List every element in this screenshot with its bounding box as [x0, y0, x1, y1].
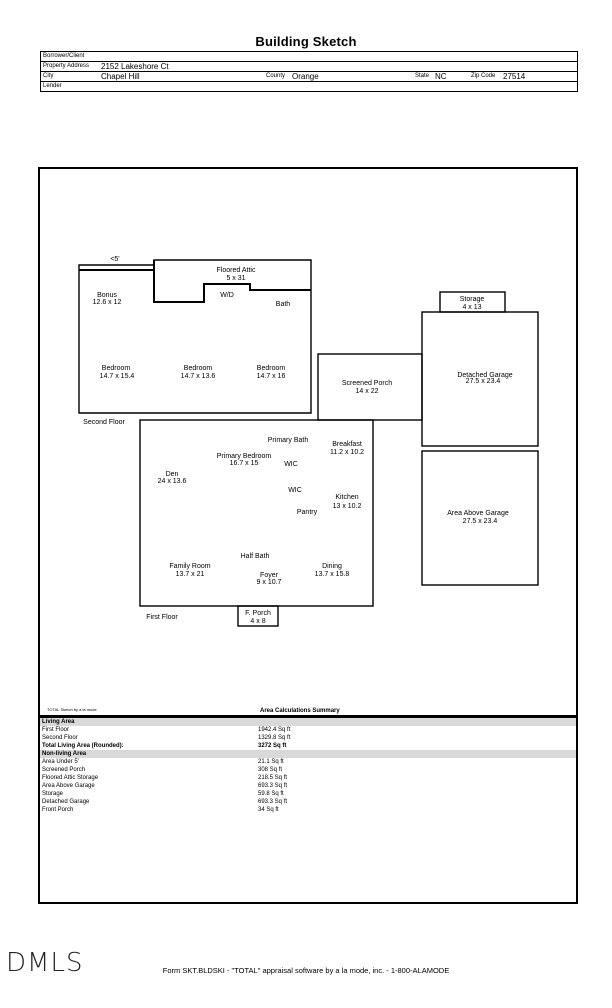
detached-garage-dim: 27.5 x 23.4 [465, 378, 501, 385]
den-dim: 24 x 13.6 [157, 478, 187, 485]
area-above-garage-dim: 27.5 x 23.4 [462, 518, 498, 525]
under5-label: <5' [110, 256, 120, 263]
family-room-dim: 13.7 x 21 [175, 571, 205, 578]
bedroom1-label: Bedroom [101, 365, 131, 372]
summary-row [40, 806, 576, 814]
floored-attic-dim: 5 x 31 [226, 275, 246, 282]
summary-row [40, 734, 576, 742]
storage-dim: 4 x 13 [462, 304, 482, 311]
dining-dim: 13.7 x 15.8 [314, 571, 350, 578]
row-value: 21.1 Sq ft [258, 759, 284, 765]
total-value: 3272 Sq ft [258, 743, 287, 749]
nonliving-area-header: Non-living Area [40, 750, 576, 758]
family-room-label: Family Room [169, 563, 211, 570]
second-floor-label: Second Floor [83, 419, 125, 426]
row-value: 218.5 Sq ft [258, 775, 288, 781]
area-above-garage-label: Area Above Garage [447, 510, 509, 517]
second-floor-outline [79, 260, 311, 413]
row-label: Storage [42, 791, 64, 797]
row-label: Second Floor [42, 735, 78, 741]
row-label: Screened Porch [42, 767, 86, 773]
bedroom3-dim: 14.7 x 16 [256, 373, 286, 380]
floored-attic-label: Floored Attic [216, 267, 256, 274]
storage-label: Storage [459, 296, 485, 303]
screened-porch-box [318, 354, 422, 420]
summary-row [40, 782, 576, 790]
row-value: 59.8 Sq ft [258, 791, 284, 797]
software-tag: TOTAL Sketch by a la mode [47, 707, 97, 712]
primary-bedroom-dim: 16.7 x 15 [229, 460, 259, 467]
row-label: Area Above Garage [42, 783, 95, 789]
row-value: 693.3 Sq ft [258, 783, 288, 789]
summary-row [40, 766, 576, 774]
row-label: First Floor [42, 727, 69, 733]
county-label: County [266, 73, 286, 79]
foyer-label: Foyer [260, 572, 278, 579]
wd-label: W/D [220, 292, 234, 299]
borrower-label: Borrower/Client [43, 53, 85, 59]
summary-row [40, 798, 576, 806]
lender-label: Lender [43, 83, 62, 89]
state-label: State [415, 73, 430, 79]
bonus-label: Bonus [97, 292, 117, 299]
zip-label: Zip Code [471, 73, 496, 79]
screened-porch-label: Screened Porch [341, 380, 393, 387]
row-label: Front Porch [42, 807, 74, 813]
breakfast-label: Breakfast [332, 441, 362, 448]
dmls-logo: DMLS [6, 948, 84, 978]
bedroom2-dim: 14.7 x 13.6 [180, 373, 216, 380]
half-bath-label: Half Bath [240, 553, 270, 560]
primary-bedroom-label: Primary Bedroom [216, 453, 272, 460]
summary-title: Area Calculations Summary [260, 708, 340, 714]
foyer-dim: 9 x 10.7 [256, 579, 282, 586]
living-area-header: Living Area [40, 718, 576, 726]
bedroom2-label: Bedroom [183, 365, 213, 372]
total-label: Total Living Area (Rounded): [42, 743, 124, 749]
row-value: 1329.8 Sq ft [258, 735, 291, 741]
zip-value: 27514 [503, 72, 526, 81]
summary-row [40, 726, 576, 734]
kitchen-label: Kitchen [335, 494, 359, 501]
city-label: City [43, 73, 54, 79]
screened-porch-dim: 14 x 22 [355, 388, 379, 395]
summary-row [40, 774, 576, 782]
wic2-label: WIC [288, 487, 302, 494]
pantry-label: Pantry [296, 509, 318, 516]
address-label: Property Address [43, 63, 90, 69]
row-value: 693.3 Sq ft [258, 799, 288, 805]
summary-row [40, 790, 576, 798]
primary-bath-label: Primary Bath [267, 437, 309, 444]
detached-garage-label: Detached Garage [457, 372, 513, 379]
row-value: 308 Sq ft [258, 767, 283, 773]
den-label: Den [165, 471, 179, 478]
wic1-label: WIC [284, 461, 298, 468]
row-value: 1942.4 Sq ft [258, 727, 291, 733]
page-title: Building Sketch [255, 34, 357, 49]
first-floor-label: First Floor [146, 614, 178, 621]
city-value: Chapel Hill [101, 72, 140, 81]
row-label: Floored Attic Storage [42, 775, 99, 781]
breakfast-dim: 11.2 x 10.2 [329, 449, 365, 456]
row-label: Detached Garage [42, 799, 90, 805]
kitchen-dim: 13 x 10.2 [332, 503, 362, 510]
front-porch-dim: 4 x 8 [250, 618, 266, 625]
bath-label: Bath [275, 301, 291, 308]
summary-row [40, 758, 576, 766]
state-value: NC [435, 72, 447, 81]
row-value: 34 Sq ft [258, 807, 279, 813]
total-row [40, 742, 576, 750]
area-summary [40, 718, 576, 814]
county-value: Orange [292, 72, 319, 81]
row-label: Area Under 5' [42, 759, 79, 765]
front-porch-label: F. Porch [245, 610, 271, 617]
bedroom1-dim: 14.7 x 15.4 [99, 373, 135, 380]
dining-label: Dining [322, 563, 342, 570]
bonus-dim: 12.6 x 12 [92, 299, 122, 306]
address-value: 2152 Lakeshore Ct [101, 62, 169, 71]
form-footer: Form SKT.BLDSKI - "TOTAL" appraisal software by a la mode, inc. - 1-800-ALAMODE [162, 966, 450, 975]
bedroom3-label: Bedroom [256, 365, 286, 372]
